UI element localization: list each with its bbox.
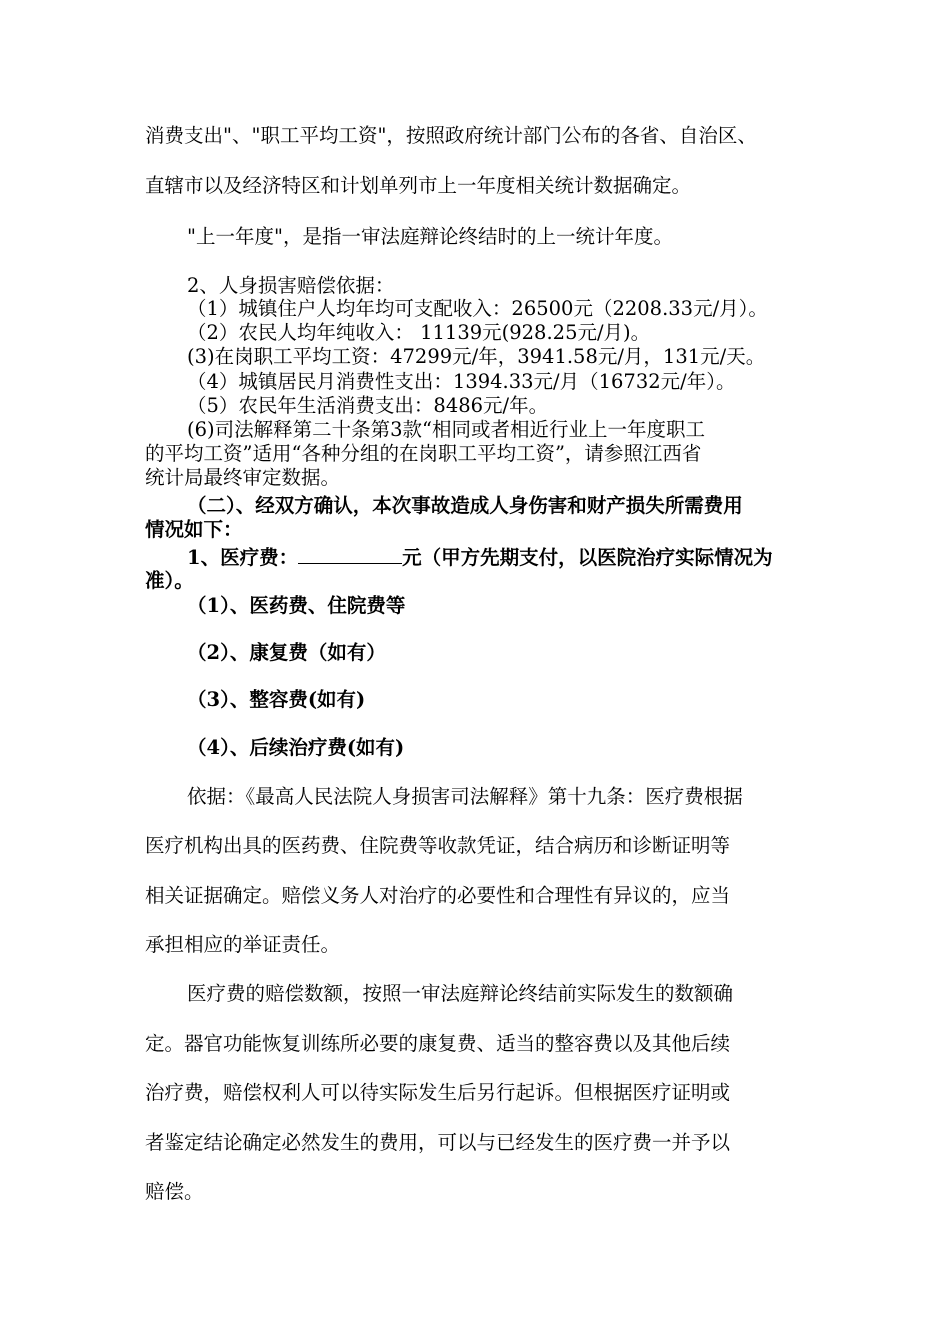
medical-fee-amount-blank: [298, 545, 402, 564]
basis-item-3: (3)在岗职工平均工资：47299元/年，3941.58元/月，131元/天。: [187, 345, 766, 368]
intro-line-3: "上一年度"，是指一审法庭辩论终结时的上一统计年度。: [187, 225, 673, 248]
basis-paragraph-1-line-3: 相关证据确定。赔偿义务人对治疗的必要性和合理性有异议的，应当: [145, 884, 731, 907]
medical-fee-line: [187, 545, 773, 570]
medical-fee-note: 元（甲方先期支付，以医院治疗实际情况为: [402, 546, 773, 569]
basis-paragraph-1-line-4: 承担相应的举证责任。: [145, 933, 341, 956]
section-2-heading-line-2: 情况如下：: [145, 518, 243, 541]
basis-paragraph-2-line-3: 治疗费，赔偿权利人可以待实际发生后另行起诉。但根据医疗证明或: [145, 1081, 731, 1104]
section-2-heading-line-1: （二）、经双方确认，本次事故造成人身伤害和财产损失所需费用: [187, 494, 743, 517]
subitem-2: （2）、康复费（如有）: [187, 641, 386, 664]
basis-item-6-line-3: 统计局最终审定数据。: [145, 466, 341, 489]
basis-item-4: （4）城镇居民月消费性支出：1394.33元/月（16732元/年）。: [187, 370, 736, 393]
basis-item-1: （1）城镇住户人均年均可支配收入：26500元（2208.33元/月）。: [187, 297, 768, 320]
medical-fee-line-2: 准）。: [145, 569, 194, 592]
basis-item-6-line-1: (6)司法解释第二十条第3款“相同或者相近行业上一年度职工: [187, 418, 705, 441]
medical-fee-label: 1、医疗费：: [187, 546, 299, 569]
intro-line-2: 直辖市以及经济特区和计划单列市上一年度相关统计数据确定。: [145, 174, 692, 197]
basis-paragraph-1-line-1: 依据：《最高人民法院人身损害司法解释》第十九条：医疗费根据: [187, 785, 743, 808]
basis-item-5: （5）农民年生活消费支出：8486元/年。: [187, 394, 549, 417]
basis-paragraph-2-line-1: 医疗费的赔偿数额，按照一审法庭辩论终结前实际发生的数额确: [187, 982, 734, 1005]
basis-paragraph-2-line-2: 定。器官功能恢复训练所必要的康复费、适当的整容费以及其他后续: [145, 1032, 731, 1055]
basis-heading: 2、人身损害赔偿依据：: [187, 274, 395, 297]
basis-paragraph-2-line-4: 者鉴定结论确定必然发生的费用，可以与已经发生的医疗费一并予以: [145, 1131, 731, 1154]
basis-item-2: （2）农民人均年纯收入： 11139元(928.25元/月)。: [187, 321, 651, 344]
intro-line-1: 消费支出"、"职工平均工资"，按照政府统计部门公布的各省、自治区、: [145, 124, 757, 147]
basis-item-6-line-2: 的平均工资”适用“各种分组的在岗职工平均工资”，请参照江西省: [145, 442, 702, 465]
subitem-4: （4）、后续治疗费(如有): [187, 736, 405, 759]
basis-paragraph-1-line-2: 医疗机构出具的医药费、住院费等收款凭证，结合病历和诊断证明等: [145, 834, 731, 857]
basis-paragraph-2-line-5: 赔偿。: [145, 1180, 204, 1203]
subitem-3: （3）、整容费(如有): [187, 688, 366, 711]
subitem-1: （1）、医药费、住院费等: [187, 594, 406, 617]
